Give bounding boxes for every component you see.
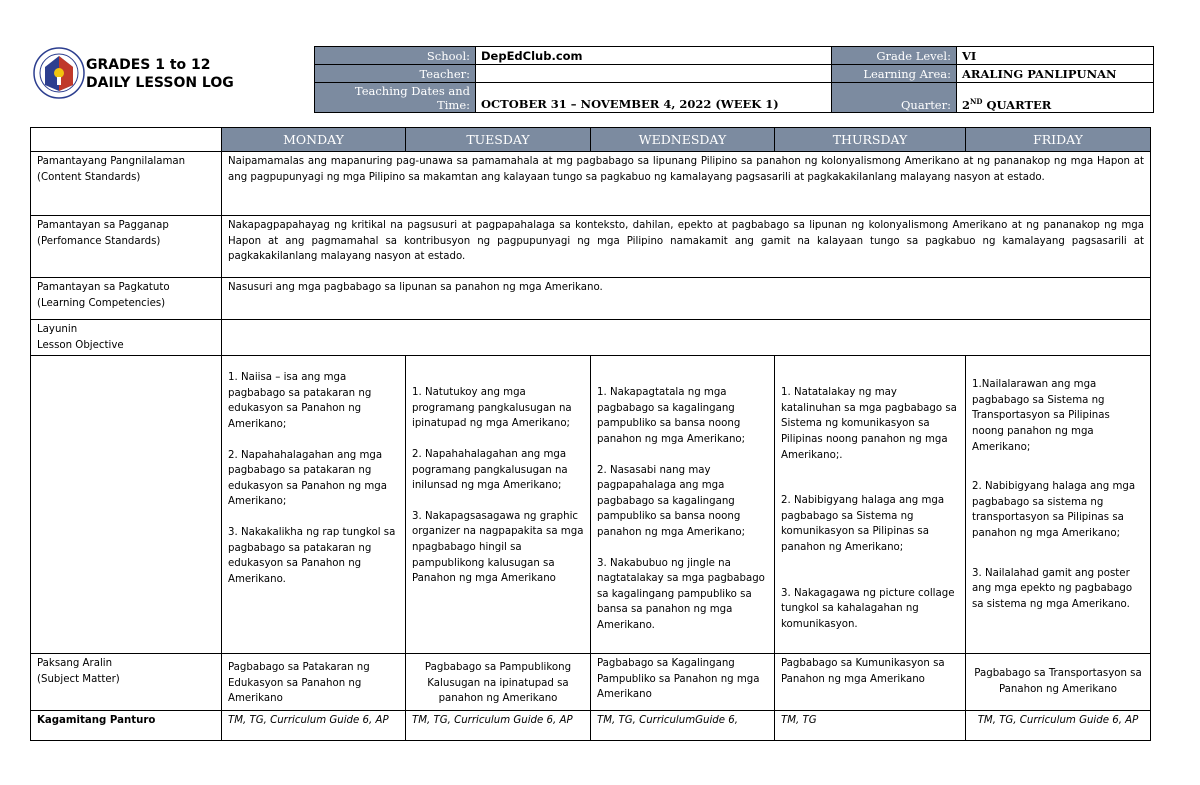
learning-area-value: ARALING PANLIPUNAN	[957, 65, 1154, 83]
content-standards-text: Naipamamalas ang mapanuring pag-unawa sa pamamahala at mg pagbabago sa lipunang Pilipino sa panahon ng kolonyalismong Amerikano at ng pananakop ng mga Hapon at ang pagpupunyagi ng mga Pilipino sa makamtan ang kalayaan tungo sa pagkabuo ng kamalayang pagsasarili at pagkakakilanlang malayang nasyon at estado.	[222, 152, 1151, 216]
learning-area-label: Learning Area:	[832, 65, 957, 83]
deped-seal-logo	[33, 47, 85, 99]
materials-row	[31, 711, 1151, 741]
objective-blank-cell	[222, 320, 1151, 356]
day-tuesday: TUESDAY	[406, 128, 591, 152]
teaching-dates-label: Teaching Dates and Time:	[315, 83, 476, 113]
title-line-1: GRADES 1 to 12	[86, 57, 211, 73]
materials-friday: TM, TG, Curriculum Guide 6, AP	[966, 711, 1151, 741]
objective-label: Layunin Lesson Objective	[31, 320, 222, 356]
subject-wednesday: Pagbabago sa Kagalingang Pampubliko sa Panahon ng mga Amerikano	[591, 654, 775, 711]
content-standards-label: Pamantayang Pangnilalaman (Content Standards)	[31, 152, 222, 216]
day-friday: FRIDAY	[966, 128, 1151, 152]
school-value: DepEdClub.com	[476, 47, 832, 65]
objectives-thursday: 1. Natatalakay ng may katalinuhan sa mga pagbabago sa Sistema ng komunikasyon sa Pilipinas noong panahon ng mga Amerikano;. 2. Nabibigyang halaga ang mga pagbabago sa Sistema ng komunikasyon sa Pilipinas sa panahon ng Amerikano; 3. Nakagagawa ng picture collage tungkol sa kahalagahan ng komunikasyon.	[775, 356, 966, 654]
subject-matter-label: Paksang Aralin (Subject Matter)	[31, 654, 222, 711]
teacher-value	[476, 65, 832, 83]
day-monday: MONDAY	[222, 128, 406, 152]
subject-matter-row	[31, 654, 1151, 711]
teaching-dates-value: OCTOBER 31 – NOVEMBER 4, 2022 (WEEK 1)	[476, 83, 832, 113]
performance-standards-row	[31, 216, 1151, 278]
objectives-row	[31, 356, 1151, 654]
lesson-log-table	[30, 127, 1151, 741]
competencies-row	[31, 278, 1151, 320]
materials-tuesday: TM, TG, Curriculum Guide 6, AP	[406, 711, 591, 741]
grade-level-label: Grade Level:	[832, 47, 957, 65]
objectives-monday: 1. Naiisa – isa ang mga pagbabago sa patakaran ng edukasyon sa Panahon ng Amerikano; 2. Napahahalagahan ang mga pagbabago sa patakaran ng edukasyon sa Panahon ng mga Amerikano; 3. Nakakalikha ng rap tungkol sa pagbabago sa patakaran ng edukasyon sa Panahon ng Amerikano.	[222, 356, 406, 654]
materials-monday: TM, TG, Curriculum Guide 6, AP	[222, 711, 406, 741]
subject-friday: Pagbabago sa Transportasyon sa Panahon ng Amerikano	[966, 654, 1151, 711]
school-label: School:	[315, 47, 476, 65]
header-info-table	[314, 46, 1154, 113]
performance-standards-text: Nakapagpapahayag ng kritikal na pagsusuri at pagpapahalaga sa konteksto, dahilan, epekto at pagbabago sa lipunan ng kolonyalismong Amerikano at ng pananakop ng mga Hapon at ang pagmamahal sa kontribusyon ng pagpupunyagi ng mga Pilipino namakamit ang gamit na kalayaan tungo sa pagkabuo ng kamalayang pagsasarili at pagkakakilanlang malayang nasyon at estado.	[222, 216, 1151, 278]
competencies-label: Pamantayan sa Pagkatuto (Learning Competencies)	[31, 278, 222, 320]
title-line-2: DAILY LESSON LOG	[86, 75, 234, 91]
day-wednesday: WEDNESDAY	[591, 128, 775, 152]
objectives-friday: 1.Nailalarawan ang mga pagbabago sa Sistema ng Transportasyon sa Pilipinas noong panahon ng mga Amerikano; 2. Nabibigyang halaga ang mga pagbabago sa sistema ng transportasyon sa Pilipinas sa panahon ng mga Amerikano; 3. Nailalahad gamit ang poster ang mga epekto ng pagbabago sa sistema ng mga Amerikano.	[966, 356, 1151, 654]
content-standards-row	[31, 152, 1151, 216]
teacher-label: Teacher:	[315, 65, 476, 83]
quarter-value: 2ND QUARTER	[957, 83, 1154, 113]
objective-label-row	[31, 320, 1151, 356]
materials-label: Kagamitang Panturo	[31, 711, 222, 741]
competencies-text: Nasusuri ang mga pagbabago sa lipunan sa panahon ng mga Amerikano.	[222, 278, 1151, 320]
objectives-label-cell	[31, 356, 222, 654]
subject-monday: Pagbabago sa Patakaran ng Edukasyon sa Panahon ng Amerikano	[222, 654, 406, 711]
day-header-row	[31, 128, 1151, 152]
materials-thursday: TM, TG	[775, 711, 966, 741]
performance-standards-label: Pamantayan sa Pagganap (Perfomance Standards)	[31, 216, 222, 278]
subject-thursday: Pagbabago sa Kumunikasyon sa Panahon ng mga Amerikano	[775, 654, 966, 711]
day-thursday: THURSDAY	[775, 128, 966, 152]
objectives-wednesday: 1. Nakapagtatala ng mga pagbabago sa kagalingang pampubliko sa bansa noong panahon ng mga Amerikano; 2. Nasasabi nang may pagpapahalaga ang mga pagbabago sa kagalingang pampubliko sa bansa noong panahon ng mga Amerikano; 3. Nakabubuo ng jingle na nagtatalakay sa mga pagbabago sa kagalingang pampubliko sa bansa sa panahon ng mga Amerikano.	[591, 356, 775, 654]
objectives-tuesday: 1. Natutukoy ang mga programang pangkalusugan na ipinatupad ng mga Amerikano; 2. Napahahalagahan ang mga pogramang pangkalusugan na inilunsad ng mga Amerikano; 3. Nakapagsasagawa ng graphic organizer na nagpapakita sa mga npagbabago hingil sa pampublikong kalusugan sa Panahon ng mga Amerikano	[406, 356, 591, 654]
quarter-label: Quarter:	[832, 83, 957, 113]
corner-cell	[31, 128, 222, 152]
page-title	[86, 56, 234, 92]
materials-wednesday: TM, TG, CurriculumGuide 6,	[591, 711, 775, 741]
grade-level-value: VI	[957, 47, 1154, 65]
subject-tuesday: Pagbabago sa Pampublikong Kalusugan na ipinatupad sa panahon ng Amerikano	[406, 654, 591, 711]
